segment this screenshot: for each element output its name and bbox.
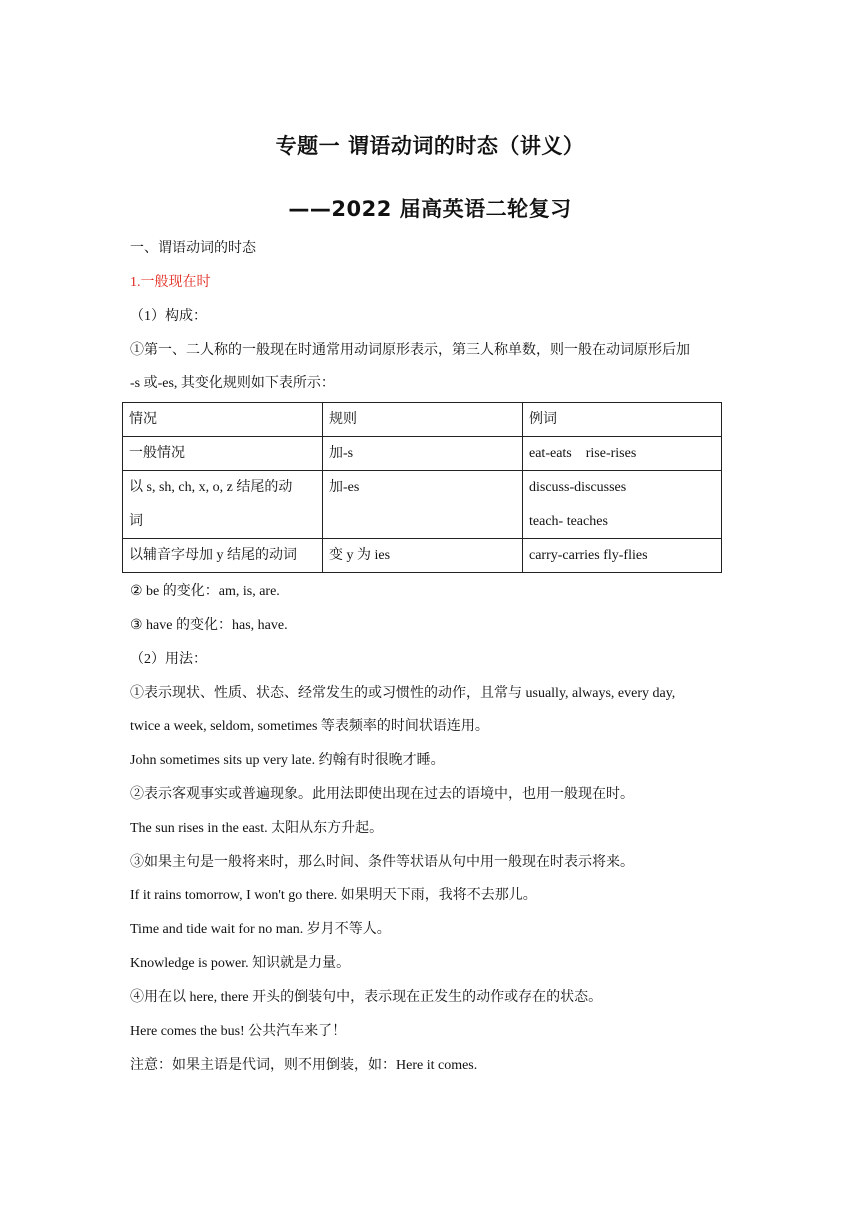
table-cell-examples: carry-carries fly-flies xyxy=(523,539,722,573)
usage-heading: （2）用法： xyxy=(130,652,207,667)
sub-heading: 1.一般现在时 xyxy=(130,275,211,290)
table-header-cell: 规则 xyxy=(323,403,523,437)
table-cell-case-line: 以 s, sh, ch, x, o, z 结尾的动 xyxy=(129,480,293,495)
table-row xyxy=(123,437,722,471)
have-change: ③ have 的变化：has, have. xyxy=(130,618,288,633)
usage-1-line-1: ①表示现状、性质、状态、经常发生的或习惯性的动作，且常与 usually, always, every day, xyxy=(130,686,676,701)
table-row xyxy=(123,539,722,573)
example-sentence: Knowledge is power. 知识就是力量。 xyxy=(130,956,351,971)
example-sentence: Here comes the bus! 公共汽车来了！ xyxy=(130,1024,347,1039)
example-sentence: If it rains tomorrow, I won't go there. 如果明天下雨，我将不去那儿。 xyxy=(130,888,537,903)
table-cell-rule: 加-es xyxy=(323,471,523,539)
formation-text-line-1: ①第一、二人称的一般现在时通常用动词原形表示，第三人称单数，则一般在动词原形后加 xyxy=(130,343,690,358)
table-cell-case xyxy=(123,471,323,539)
document-subtitle: ——2022 届高英语二轮复习 xyxy=(288,197,572,221)
usage-4: ④用在以 here, there 开头的倒装句中，表示现在正发生的动作或存在的状态。 xyxy=(130,990,603,1005)
usage-3: ③如果主句是一般将来时，那么时间、条件等状语从句中用一般现在时表示将来。 xyxy=(130,855,634,870)
table-cell-case: 以辅音字母加 y 结尾的动词 xyxy=(123,539,323,573)
table-cell-case: 一般情况 xyxy=(123,437,323,471)
example-sentence: The sun rises in the east. 太阳从东方升起。 xyxy=(130,821,384,836)
formation-text-line-2: -s 或-es, 其变化规则如下表所示： xyxy=(130,376,335,391)
note: 注意：如果主语是代词，则不用倒装，如：Here it comes. xyxy=(130,1058,478,1073)
table-cell-case-line: 词 xyxy=(129,514,143,529)
document-title: 专题一 谓语动词的时态（讲义） xyxy=(275,134,585,158)
table-cell-examples: eat-eats rise-rises xyxy=(523,437,722,471)
table-row xyxy=(123,471,722,539)
table-header-row xyxy=(123,403,722,437)
usage-2: ②表示客观事实或普遍现象。此用法即使出现在过去的语境中，也用一般现在时。 xyxy=(130,787,634,802)
table-header-cell: 例词 xyxy=(523,403,722,437)
example-sentence: John sometimes sits up very late. 约翰有时很晚才睡。 xyxy=(130,753,445,768)
example-sentence: Time and tide wait for no man. 岁月不等人。 xyxy=(130,922,391,937)
usage-1-line-2: twice a week, seldom, sometimes 等表频率的时间状语连用。 xyxy=(130,719,489,734)
formation-heading: （1）构成： xyxy=(130,309,207,324)
table-cell-rule: 变 y 为 ies xyxy=(323,539,523,573)
table-cell-examples xyxy=(523,471,722,539)
table-cell-example-line: discuss-discusses xyxy=(529,480,627,495)
table-cell-example-line: teach- teaches xyxy=(529,514,608,529)
table-cell-rule: 加-s xyxy=(323,437,523,471)
section-heading: 一、谓语动词的时态 xyxy=(130,241,256,256)
conjugation-rules-table xyxy=(122,402,722,573)
be-change: ② be 的变化：am, is, are. xyxy=(130,584,280,599)
table-header-cell: 情况 xyxy=(123,403,323,437)
